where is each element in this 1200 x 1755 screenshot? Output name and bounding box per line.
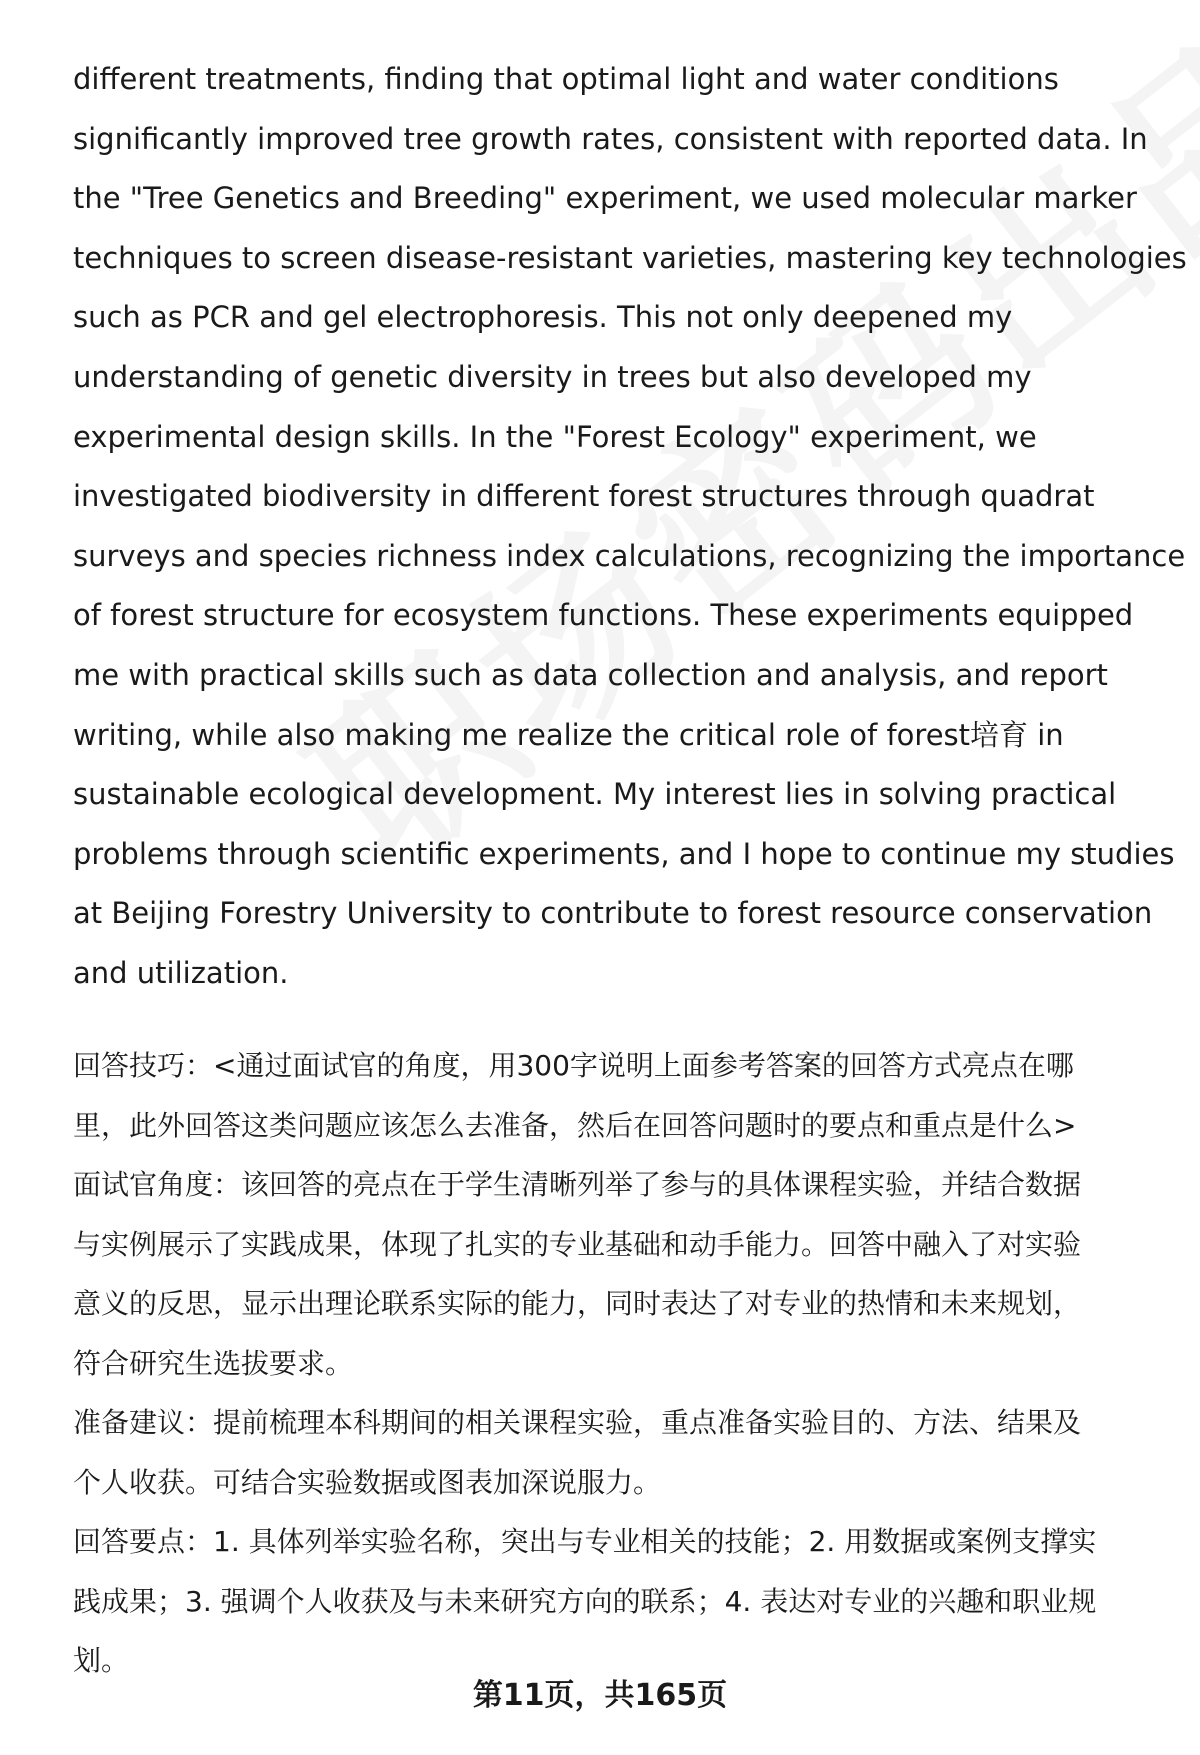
interviewer-perspective-line: 与实例展示了实践成果，体现了扎实的专业基础和动手能力。回答中融入了对实验 <box>73 1227 1082 1261</box>
paragraph-line: problems through scientific experiments, and I hope to continue my studies <box>73 836 1175 871</box>
paragraph-line: me with practical skills such as data collection and analysis, and report <box>73 657 1108 692</box>
answer-tips-section <box>73 1036 1163 1691</box>
key-points-line: 践成果；3. 强调个人收获及与未来研究方向的联系；4. 表达对专业的兴趣和职业规 <box>73 1584 1097 1618</box>
preparation-advice-line: 个人收获。可结合实验数据或图表加深说服力。 <box>73 1465 662 1499</box>
preparation-advice-line: 准备建议：提前梳理本科期间的相关课程实验，重点准备实验目的、方法、结果及 <box>73 1406 1082 1439</box>
paragraph-line: at Beijing Forestry University to contribute to forest resource conservation <box>73 896 1153 931</box>
paragraph-line: writing, while also making me realize the critical role of forest培育 in <box>73 717 1064 752</box>
paragraph-line: experimental design skills. In the "Forest Ecology" experiment, we <box>73 419 1037 454</box>
paragraph-line: of forest structure for ecosystem functions. These experiments equipped <box>73 598 1134 633</box>
interviewer-perspective-line: 意义的反思，显示出理论联系实际的能力，同时表达了对专业的热情和未来规划， <box>73 1287 1082 1320</box>
paragraph-line: the "Tree Genetics and Breeding" experiment, we used molecular marker <box>73 181 1137 216</box>
paragraph-line: significantly improved tree growth rates, consistent with reported data. In <box>73 121 1148 156</box>
paragraph-line: understanding of genetic diversity in trees but also developed my <box>73 359 1032 394</box>
key-points-line: 划。 <box>73 1644 130 1677</box>
paragraph-line: different treatments, finding that optimal light and water conditions <box>73 62 1059 96</box>
paragraph-line: techniques to screen disease-resistant varieties, mastering key technologies <box>73 240 1187 275</box>
page-number-footer: 第11页，共165页 <box>472 1678 728 1713</box>
paragraph-line: such as PCR and gel electrophoresis. This not only deepened my <box>73 300 1013 335</box>
tips-line: 回答技巧：<通过面试官的角度，用300字说明上面参考答案的回答方式亮点在哪 <box>73 1049 1074 1082</box>
paragraph-line: surveys and species richness index calculations, recognizing the importance <box>73 538 1186 573</box>
key-points-line: 回答要点：1. 具体列举实验名称，突出与专业相关的技能；2. 用数据或案例支撑实 <box>73 1525 1097 1558</box>
english-answer-paragraph <box>73 50 1187 1004</box>
interviewer-perspective-line: 面试官角度：该回答的亮点在于学生清晰列举了参与的具体课程实验，并结合数据 <box>73 1168 1082 1201</box>
interviewer-perspective-line: 符合研究生选拔要求。 <box>73 1346 354 1380</box>
paragraph-line: investigated biodiversity in different forest structures through quadrat <box>73 479 1095 514</box>
paragraph-line: sustainable ecological development. My interest lies in solving practical <box>73 777 1117 812</box>
paragraph-line: and utilization. <box>73 955 289 990</box>
tips-line: 里，此外回答这类问题应该怎么去准备，然后在回答问题时的要点和重点是什么> <box>73 1108 1077 1142</box>
